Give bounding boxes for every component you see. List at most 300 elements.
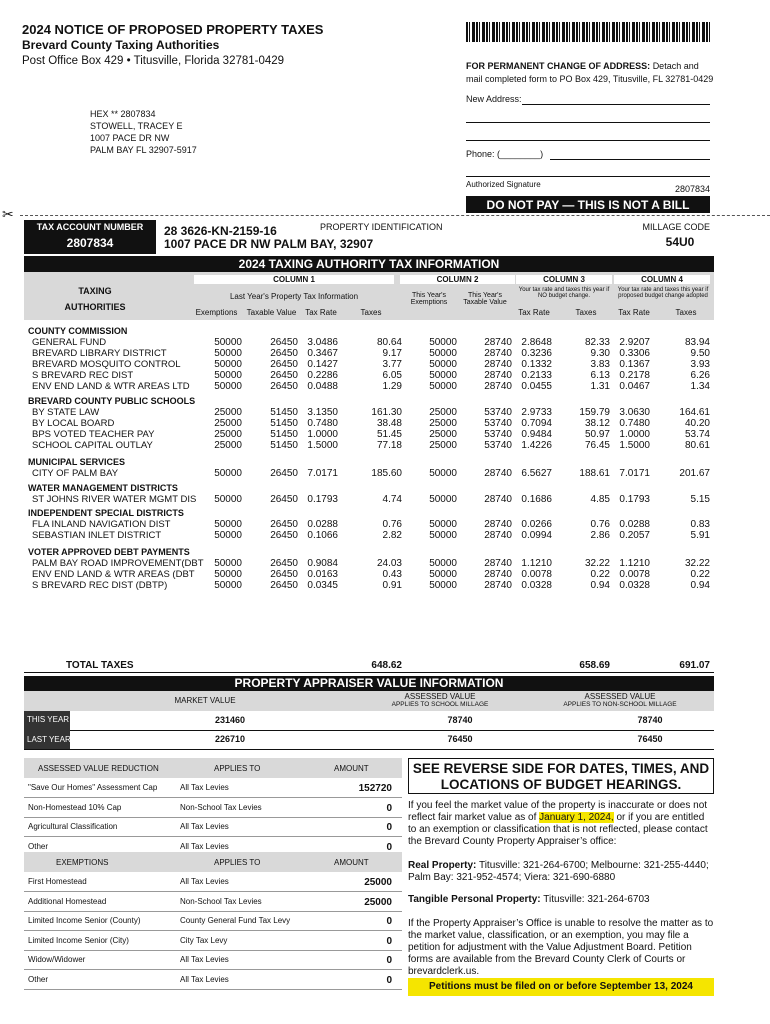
tax-cell: 28740 (484, 580, 512, 591)
tax-cell: 9.17 (382, 348, 402, 359)
tax-cell: 0.3306 (619, 348, 650, 359)
column-4-sub: Your tax rate and taxes this year if proposed budget change adopted (617, 287, 709, 299)
signature-line[interactable] (466, 176, 710, 177)
applies-school-h: APPLIES TO SCHOOL MILLAGE (391, 701, 489, 708)
mailing-address (90, 108, 197, 156)
agency-name: Brevard County Taxing Authorities (22, 38, 220, 52)
assessed-nonschool-h: ASSESSED VALUE (584, 692, 656, 701)
tax-cell: 3.0486 (307, 337, 338, 348)
totals-divider (24, 672, 714, 673)
row-amount: 152720 (358, 783, 392, 794)
tax-cell: 25000 (429, 418, 457, 429)
appraiser-text-b: or if you are entitled to an exemption or classification that is not reflected, please contact the Brevard County Property Appraiser’s office: (408, 812, 708, 847)
valuation-date: January 1, 2024, (539, 812, 614, 823)
tax-cell: 0.1793 (307, 494, 338, 505)
tax-cell: 25000 (214, 418, 242, 429)
row-divider (24, 836, 402, 837)
column-2-header: COLUMN 2 (400, 275, 515, 284)
row-amount: 0 (386, 935, 392, 947)
tax-cell: 76.45 (584, 440, 610, 451)
tax-cell: 26450 (270, 337, 298, 348)
tax-cell: 1.1210 (619, 558, 650, 569)
change-address-heading: FOR PERMANENT CHANGE OF ADDRESS: (466, 61, 651, 71)
tax-cell: 26450 (270, 359, 298, 370)
tax-cell: 0.94 (690, 580, 710, 591)
c3-taxes-h: Taxes (575, 308, 597, 317)
tax-cell: 3.77 (382, 359, 402, 370)
tax-cell: 6.5627 (521, 468, 552, 479)
section-heading: BREVARD COUNTY PUBLIC SCHOOLS (28, 396, 196, 406)
exemption-h2: APPLIES TO (214, 858, 261, 867)
tax-cell: 51450 (270, 440, 298, 451)
tax-cell: 50000 (429, 530, 457, 541)
tax-cell: 1.5000 (307, 440, 338, 451)
tax-cell: 164.61 (679, 407, 710, 418)
c4-rate-h: Tax Rate (618, 308, 650, 317)
tax-cell: 50000 (429, 580, 457, 591)
tax-cell: 28740 (484, 468, 512, 479)
tax-cell: 0.1793 (619, 494, 650, 505)
tax-cell: 0.22 (590, 569, 610, 580)
authority-name: SEBASTIAN INLET DISTRICT (32, 530, 162, 541)
tax-cell: 28740 (484, 381, 512, 392)
tax-cell: 1.0000 (307, 429, 338, 440)
tax-cell: 50000 (429, 359, 457, 370)
appraiser-title: PROPERTY APPRAISER VALUE INFORMATION (24, 676, 714, 691)
tax-cell: 2.8648 (521, 337, 552, 348)
tax-cell: 5.15 (690, 494, 710, 505)
tax-cell: 0.3236 (521, 348, 552, 359)
tax-cell: 26450 (270, 530, 298, 541)
account-label: TAX ACCOUNT NUMBER (36, 222, 144, 232)
row-amount: 0 (386, 822, 392, 833)
tax-cell: 50000 (429, 558, 457, 569)
tax-cell: 0.76 (590, 519, 610, 530)
tax-cell: 0.1066 (307, 530, 338, 541)
tax-cell: 1.1210 (521, 558, 552, 569)
tax-cell: 51.45 (376, 429, 402, 440)
tax-cell: 161.30 (371, 407, 402, 418)
barcode (466, 22, 710, 42)
column-1-header: COLUMN 1 (194, 275, 394, 284)
tax-cell: 51450 (270, 418, 298, 429)
tax-cell: 38.12 (584, 418, 610, 429)
tax-cell: 7.0171 (307, 468, 338, 479)
authority-name: S BREVARD REC DIST (DBTP) (32, 580, 168, 591)
tax-cell: 0.0455 (521, 381, 552, 392)
total-column-3: 658.69 (579, 660, 610, 671)
scissors-icon: ✂ (2, 206, 14, 222)
tax-cell: 1.31 (590, 381, 610, 392)
new-address-line-3[interactable] (466, 140, 710, 141)
this-year-nonschool: 78740 (637, 715, 663, 725)
new-address-line-1[interactable] (522, 104, 710, 105)
prop-address: 1007 PACE DR NW PALM BAY, 32907 (164, 237, 374, 251)
row-applies-to: County General Fund Tax Levy (180, 916, 291, 925)
tax-cell: 51450 (270, 429, 298, 440)
tax-cell: 25000 (429, 429, 457, 440)
tax-cell: 0.7480 (307, 418, 338, 429)
authority-name: S BREVARD REC DIST (32, 370, 134, 381)
tax-cell: 0.0328 (619, 580, 650, 591)
tax-cell: 32.22 (684, 558, 710, 569)
this-year-market: 231460 (214, 715, 246, 725)
authority-name: PALM BAY ROAD IMPROVEMENT(DBT (32, 558, 204, 569)
tax-cell: 0.0488 (307, 381, 338, 392)
authority-name: ENV END LAND & WTR AREAS (DBT (32, 569, 195, 580)
row-amount: 0 (386, 841, 392, 853)
c4-taxes-h: Taxes (675, 308, 697, 317)
authority-name: CITY OF PALM BAY (32, 468, 119, 479)
tax-cell: 0.2133 (521, 370, 552, 381)
tax-cell: 28740 (484, 569, 512, 580)
tax-cell: 50000 (214, 580, 242, 591)
column-3-header: COLUMN 3 (516, 275, 612, 284)
tax-cell: 0.0288 (307, 519, 338, 530)
tax-cell: 0.22 (690, 569, 710, 580)
appraiser-text-a: If you feel the market value of the property is inaccurate or does not reflect fair market value as of (408, 800, 708, 823)
column-1-sub: Last Year's Property Tax Information (229, 292, 359, 301)
tax-cell: 0.0266 (521, 519, 552, 530)
new-address-label: New Address: (466, 94, 522, 104)
authorities-label: AUTHORITIES (64, 302, 126, 312)
tax-cell: 0.0345 (307, 580, 338, 591)
tax-cell: 25000 (214, 407, 242, 418)
appraiser-divider (70, 730, 714, 731)
section-heading: VOTER APPROVED DEBT PAYMENTS (28, 547, 190, 557)
tax-cell: 26450 (270, 381, 298, 392)
tax-cell: 26450 (270, 348, 298, 359)
section-heading: MUNICIPAL SERVICES (28, 457, 126, 467)
tax-cell: 0.1367 (619, 359, 650, 370)
row-applies-to: All Tax Levies (180, 877, 229, 886)
tax-cell: 28740 (484, 370, 512, 381)
tax-cell: 25000 (429, 407, 457, 418)
row-label: Other (28, 974, 49, 984)
total-column-4: 691.07 (679, 660, 710, 671)
tax-cell: 2.9733 (521, 407, 552, 418)
tax-cell: 0.2057 (619, 530, 650, 541)
tax-cell: 0.3467 (307, 348, 338, 359)
tax-cell: 77.18 (376, 440, 402, 451)
tax-cell: 0.1427 (307, 359, 338, 370)
row-applies-to: All Tax Levies (180, 822, 229, 831)
cut-line (20, 215, 770, 216)
row-amount: 0 (386, 955, 392, 966)
c1-taxable-h: Taxable Value (246, 308, 297, 317)
tax-cell: 50000 (429, 337, 457, 348)
row-divider (24, 911, 402, 912)
petition-deadline: Petitions must be filed on or before September 13, 2024 (408, 978, 714, 996)
exemption-h3: AMOUNT (334, 858, 369, 867)
row-label: Limited Income Senior (County) (28, 916, 141, 925)
tax-cell: 26450 (270, 558, 298, 569)
tax-cell: 50000 (214, 530, 242, 541)
tax-cell: 26450 (270, 580, 298, 591)
real-property-phones: Titusville: 321-264-6700; Melbourne: 321-255-4440; Palm Bay: 321-952-4574; Viera: 321-690-6880 (408, 860, 709, 883)
tax-cell: 2.86 (590, 530, 610, 541)
tax-cell: 53740 (484, 407, 512, 418)
tax-cell: 26450 (270, 468, 298, 479)
last-year-nonschool: 76450 (637, 734, 663, 744)
column-4-header: COLUMN 4 (614, 275, 710, 284)
assessed-school-h: ASSESSED VALUE (404, 692, 476, 701)
tax-cell: 1.4226 (521, 440, 552, 451)
account-number: 2807834 (66, 236, 114, 250)
tax-cell: 3.83 (590, 359, 610, 370)
tax-cell: 28740 (484, 337, 512, 348)
tax-cell: 0.91 (382, 580, 402, 591)
authority-name: ST JOHNS RIVER WATER MGMT DIS (32, 494, 197, 505)
last-year-label: LAST YEAR (27, 735, 71, 744)
row-divider (24, 969, 402, 970)
section-heading: WATER MANAGEMENT DISTRICTS (28, 483, 178, 493)
tax-cell: 0.94 (590, 580, 610, 591)
tax-cell: 0.0288 (619, 519, 650, 530)
agency-address: Post Office Box 429 • Titusville, Florida 32781-0429 (22, 55, 285, 67)
total-column-1: 648.62 (371, 660, 402, 671)
tax-cell: 50000 (214, 569, 242, 580)
tax-cell: 26450 (270, 370, 298, 381)
tax-cell: 50.97 (584, 429, 610, 440)
market-value-h: MARKET VALUE (174, 696, 236, 705)
tax-cell: 26450 (270, 569, 298, 580)
row-amount: 25000 (364, 896, 392, 908)
c2-exemptions-h: This Year's Exemptions (410, 292, 448, 306)
tax-cell: 25000 (429, 440, 457, 451)
tax-cell: 0.0328 (521, 580, 552, 591)
tax-cell: 51450 (270, 407, 298, 418)
tax-cell: 83.94 (684, 337, 710, 348)
row-divider (24, 797, 402, 798)
tax-cell: 50000 (429, 468, 457, 479)
tax-cell: 7.0171 (619, 468, 650, 479)
tax-cell: 3.0630 (619, 407, 650, 418)
tangible-label: Tangible Personal Property: (408, 894, 541, 905)
tax-cell: 50000 (214, 348, 242, 359)
row-label: Non-Homestead 10% Cap (28, 802, 122, 812)
section-heading: COUNTY COMMISSION (28, 326, 128, 336)
row-label: First Homestead (28, 877, 87, 886)
tax-cell: 50000 (214, 468, 242, 479)
row-divider (24, 930, 402, 931)
tax-cell: 1.5000 (619, 440, 650, 451)
tax-cell: 28740 (484, 494, 512, 505)
tax-cell: 0.0078 (521, 569, 552, 580)
tax-cell: 28740 (484, 558, 512, 569)
mailing-line-3: 1007 PACE DR NW (90, 133, 170, 143)
tax-cell: 28740 (484, 348, 512, 359)
prop-id: 28 3626-KN-2159-16 (164, 224, 277, 238)
authority-name: ENV END LAND & WTR AREAS LTD (32, 381, 190, 392)
authority-name: BY STATE LAW (32, 407, 100, 418)
row-applies-to: All Tax Levies (180, 783, 229, 792)
tax-cell: 26450 (270, 494, 298, 505)
tax-cell: 4.85 (590, 494, 610, 505)
tax-cell: 0.9084 (307, 558, 338, 569)
stub-account-number: 2807834 (674, 184, 710, 194)
row-applies-to: Non-School Tax Levies (180, 896, 262, 906)
tax-cell: 50000 (214, 381, 242, 392)
tax-cell: 50000 (429, 519, 457, 530)
applies-nonschool-h: APPLIES TO NON-SCHOOL MILLAGE (563, 701, 677, 708)
column-3-sub: Your tax rate and taxes this year if NO budget change. (518, 287, 610, 299)
tax-cell: 1.29 (382, 381, 402, 392)
taxing-label: TAXING (78, 286, 112, 296)
authority-name: BREVARD MOSQUITO CONTROL (32, 359, 181, 370)
tax-cell: 53740 (484, 429, 512, 440)
reduction-h1: ASSESSED VALUE REDUCTION (38, 764, 159, 773)
tax-cell: 9.50 (690, 348, 710, 359)
millage-code: 54U0 (665, 235, 695, 249)
row-label: Other (28, 841, 49, 851)
tax-cell: 50000 (214, 494, 242, 505)
tax-cell: 0.43 (382, 569, 402, 580)
real-property-info (408, 860, 714, 884)
row-divider (24, 891, 402, 892)
row-amount: 25000 (364, 877, 392, 888)
c3-rate-h: Tax Rate (518, 308, 550, 317)
tax-cell: 0.83 (690, 519, 710, 530)
tax-cell: 38.48 (376, 418, 402, 429)
tax-cell: 50000 (214, 558, 242, 569)
tax-cell: 2.9207 (619, 337, 650, 348)
tax-cell: 26450 (270, 519, 298, 530)
c1-exemptions-h: Exemptions (195, 308, 238, 317)
row-label: "Save Our Homes" Assessment Cap (28, 783, 158, 792)
last-year-market: 226710 (214, 734, 246, 744)
row-applies-to: Non-School Tax Levies (180, 802, 262, 812)
reduction-h3: AMOUNT (334, 764, 369, 773)
tax-cell: 6.13 (590, 370, 610, 381)
authority-name: GENERAL FUND (32, 337, 107, 348)
prop-id-label: PROPERTY IDENTIFICATION (320, 222, 443, 232)
change-address-block (466, 60, 716, 86)
section-heading: INDEPENDENT SPECIAL DISTRICTS (28, 508, 184, 518)
tax-cell: 9.30 (590, 348, 610, 359)
row-divider (24, 950, 402, 951)
total-taxes-label: TOTAL TAXES (66, 660, 134, 671)
this-year-label: THIS YEAR (27, 715, 70, 724)
tax-cell: 28740 (484, 530, 512, 541)
tax-cell: 1.34 (690, 381, 710, 392)
millage-label: MILLAGE CODE (642, 222, 710, 232)
tax-cell: 32.22 (584, 558, 610, 569)
reduction-h2: APPLIES TO (214, 764, 261, 773)
tax-cell: 159.79 (579, 407, 610, 418)
mailing-line-2: STOWELL, TRACEY E (90, 121, 183, 131)
row-amount: 0 (386, 974, 392, 986)
tax-cell: 25000 (214, 440, 242, 451)
row-amount: 0 (386, 802, 392, 814)
row-label: Widow/Widower (28, 955, 86, 964)
tax-cell: 80.61 (684, 440, 710, 451)
tax-cell: 0.7480 (619, 418, 650, 429)
tax-cell: 3.1350 (307, 407, 338, 418)
tax-cell: 82.33 (584, 337, 610, 348)
authority-name: BREVARD LIBRARY DISTRICT (32, 348, 167, 359)
tax-cell: 80.64 (376, 337, 402, 348)
c2-taxable-h: This Year's Taxable Value (463, 292, 507, 306)
tax-cell: 28740 (484, 519, 512, 530)
signature-label: Authorized Signature (466, 180, 541, 189)
tax-cell: 24.03 (376, 558, 402, 569)
tax-cell: 50000 (214, 370, 242, 381)
tax-cell: 201.67 (679, 468, 710, 479)
tax-cell: 40.20 (684, 418, 710, 429)
tax-cell: 0.0163 (307, 569, 338, 580)
tax-cell: 0.0467 (619, 381, 650, 392)
exemption-h1: EXEMPTIONS (56, 858, 109, 867)
change-address-text: Detach and mail completed form to PO Box 429, Titusville, FL 32781-0429 (466, 61, 714, 84)
tangible-info (408, 894, 714, 906)
petition-paragraph: If the Property Appraiser’s Office is unable to resolve the matter as to the market value, classification, or an exemption, you may file a petition for adjustment with the Value Adjustment Board. Petition forms are available from the Brevard County Clerk of Courts or brevardclerk.us. (408, 918, 714, 977)
tax-cell: 25000 (214, 429, 242, 440)
phone-line[interactable] (550, 159, 710, 160)
tax-cell: 50000 (429, 381, 457, 392)
row-label: Additional Homestead (28, 896, 107, 906)
tax-cell: 0.9484 (521, 429, 552, 440)
row-divider (24, 989, 402, 990)
tax-cell: 50000 (214, 519, 242, 530)
new-address-line-2[interactable] (466, 122, 710, 123)
row-label: Limited Income Senior (City) (28, 935, 129, 945)
row-divider (24, 817, 402, 818)
row-applies-to: City Tax Levy (180, 935, 228, 945)
row-label: Agricultural Classification (28, 822, 118, 831)
authority-name: SCHOOL CAPITAL OUTLAY (32, 440, 153, 451)
do-not-pay-banner: DO NOT PAY — THIS IS NOT A BILL (466, 196, 710, 213)
tax-cell: 0.0994 (521, 530, 552, 541)
tax-cell: 3.93 (690, 359, 710, 370)
tax-cell: 28740 (484, 359, 512, 370)
row-applies-to: All Tax Levies (180, 974, 229, 984)
phone-label: Phone: (________) (466, 149, 544, 159)
tax-cell: 188.61 (579, 468, 610, 479)
tax-cell: 0.76 (382, 519, 402, 530)
appraiser-bottom (24, 749, 714, 750)
tax-cell: 50000 (429, 569, 457, 580)
tax-cell: 50000 (429, 348, 457, 359)
tax-cell: 53740 (484, 418, 512, 429)
tax-cell: 50000 (214, 337, 242, 348)
mailing-line-4: PALM BAY FL 32907-5917 (90, 145, 197, 155)
last-year-school: 76450 (447, 734, 473, 744)
c1-rate-h: Tax Rate (305, 308, 337, 317)
tax-cell: 53.74 (684, 429, 710, 440)
tax-cell: 0.2286 (307, 370, 338, 381)
authority-name: BY LOCAL BOARD (32, 418, 115, 429)
tax-cell: 2.82 (382, 530, 402, 541)
authority-name: FLA INLAND NAVIGATION DIST (32, 519, 171, 530)
row-applies-to: All Tax Levies (180, 841, 229, 851)
tax-cell: 0.0078 (619, 569, 650, 580)
c1-taxes-h: Taxes (360, 308, 382, 317)
tax-cell: 50000 (429, 494, 457, 505)
tax-cell: 50000 (214, 359, 242, 370)
tax-cell: 6.05 (382, 370, 402, 381)
tax-cell: 5.91 (690, 530, 710, 541)
tax-cell: 6.26 (690, 370, 710, 381)
notice-title: 2024 NOTICE OF PROPOSED PROPERTY TAXES (22, 22, 324, 37)
tax-cell: 0.1686 (521, 494, 552, 505)
authority-name: BPS VOTED TEACHER PAY (32, 429, 155, 440)
real-property-label: Real Property: (408, 860, 477, 871)
tax-cell: 0.1332 (521, 359, 552, 370)
appraiser-paragraph (408, 800, 714, 848)
tax-info-title: 2024 TAXING AUTHORITY TAX INFORMATION (24, 256, 714, 272)
row-applies-to: All Tax Levies (180, 955, 229, 964)
